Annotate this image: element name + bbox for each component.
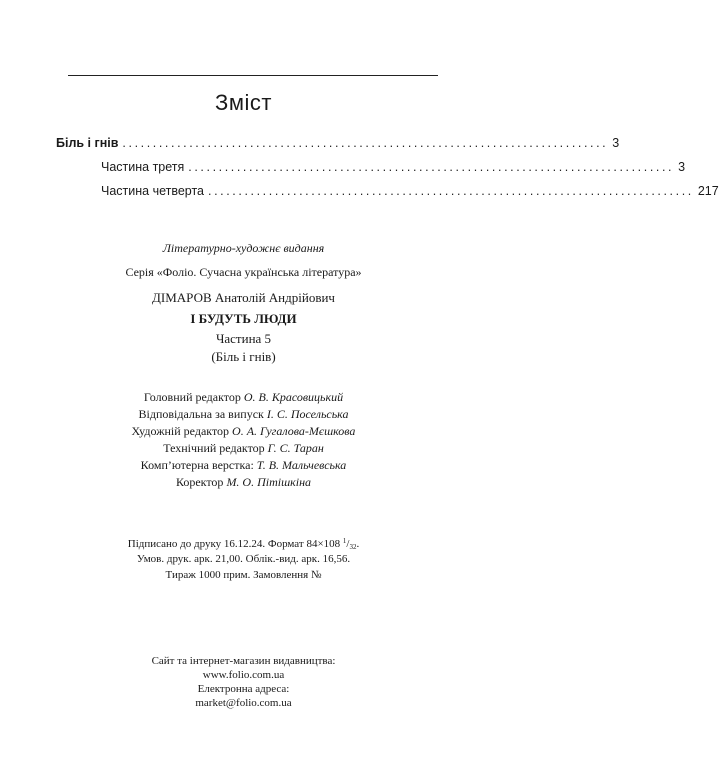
part: Частина 5 (215, 331, 272, 346)
credit-line (0, 424, 487, 439)
credit-role: Відповідальна за випуск (138, 407, 264, 421)
credit-line (0, 390, 487, 405)
credit-role: Технічний редактор (163, 441, 265, 455)
credit-name: О. В. Красовицький (243, 390, 344, 404)
subtitle: (Біль і гнів) (211, 349, 276, 364)
credit-line (0, 458, 487, 473)
toc-entry-page: 3 (612, 136, 620, 150)
toc-entry-label: Частина четверта (101, 184, 205, 198)
credit-role: Художній редактор (131, 424, 230, 438)
print-info-line1: Підписано до друку 16.12.24. Формат 84×108 $^1/_{32}$. (127, 537, 360, 551)
series: Серія «Фоліо. Сучасна українська література» (125, 265, 362, 279)
toc-entry[interactable] (56, 136, 620, 150)
credit-name: Т. В. Мальчевська (256, 458, 347, 472)
credit-line (0, 441, 487, 456)
email-link[interactable]: market@folio.com.ua (195, 697, 292, 709)
toc-entry[interactable] (101, 184, 719, 198)
toc-title: Зміст (215, 90, 272, 115)
credit-line (0, 475, 487, 490)
author: ДІМАРОВ Анатолій Андрійович (152, 290, 335, 305)
credit-role: Комп’ютерна верстка: (140, 458, 254, 472)
site-link[interactable]: www.folio.com.ua (202, 669, 285, 681)
credit-line (0, 407, 487, 422)
book-title: І БУДУТЬ ЛЮДИ (190, 311, 297, 326)
toc-entry[interactable] (101, 160, 686, 174)
toc-leader-dots: ................................................................................ (188, 160, 675, 174)
edition-type: Літературно-художнє видання (162, 241, 325, 255)
print-info-line3: Тираж 1000 прим. Замовлення № (165, 569, 322, 581)
credit-name: О. А. Гугалова-Мєшкова (232, 424, 356, 438)
credit-name: Г. С. Таран (267, 441, 324, 455)
toc-entry-label: Частина третя (101, 160, 185, 174)
format-numerator: 1 (342, 537, 347, 545)
toc-leader-dots: ................................................................................ (208, 184, 694, 198)
credit-role: Головний редактор (143, 390, 241, 404)
print-info-line2: Умов. друк. арк. 21,00. Облік.-вид. арк. 16,56. (136, 553, 351, 565)
credit-name: І. С. Посельська (266, 407, 349, 421)
top-rule (68, 75, 438, 76)
email-label: Електронна адреса: (197, 683, 290, 695)
toc-entry-page: 217 (697, 184, 719, 198)
toc-entry-page: 3 (678, 160, 686, 174)
toc-entry-label: Біль і гнів (56, 136, 119, 150)
credit-role: Коректор (175, 475, 224, 489)
print-info-format: Підписано до друку 16.12.24. Формат 84×108 (127, 538, 341, 550)
credit-name: М. О. Пітішкіна (226, 475, 312, 489)
toc-leader-dots: ................................................................................ (122, 136, 609, 150)
format-denominator: 32 (349, 543, 357, 551)
site-label: Сайт та інтернет-магазин видавництва: (151, 655, 336, 667)
